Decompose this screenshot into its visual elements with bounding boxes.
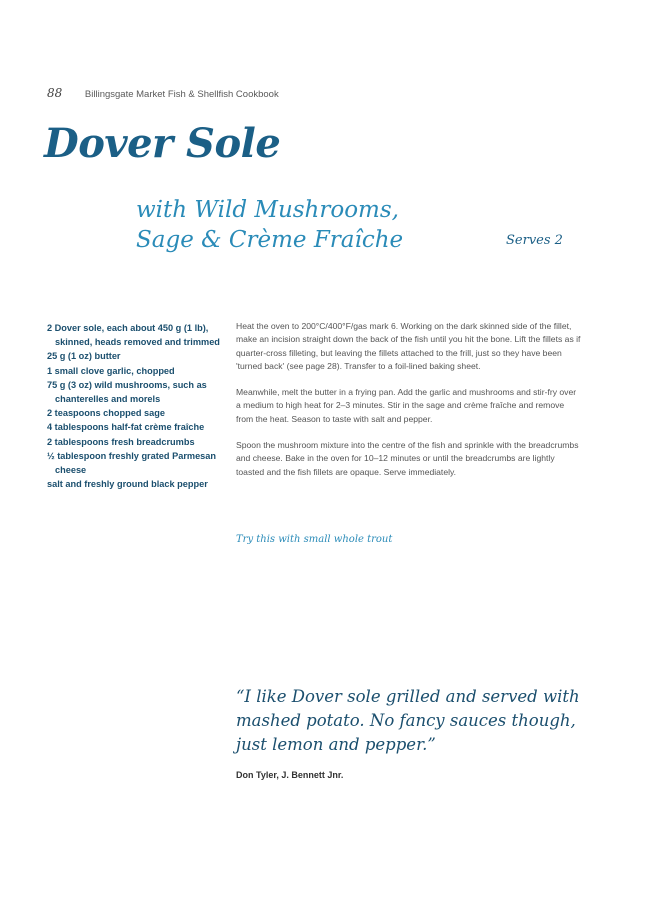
method-step: Meanwhile, melt the butter in a frying pan. Add the garlic and mushrooms and stir-fry over a medium to high heat for 2–3 minutes. Stir in the sage and crème fraîche and remove from the heat. Season to taste with salt and pepper.	[236, 387, 577, 424]
ingredient-item: salt and freshly ground black pepper	[47, 479, 208, 490]
recipe-tip: Try this with small whole trout	[236, 534, 393, 545]
recipe-subtitle	[136, 195, 403, 255]
pull-quote: “I like Dover sole grilled and served with mashed potato. No fancy sauces though, just lemon and pepper.”	[236, 687, 580, 754]
ingredient-item: 1 small clove garlic, chopped	[47, 365, 175, 376]
method-step: Spoon the mushroom mixture into the centre of the fish and sprinkle with the breadcrumbs and cheese. Bake in the oven for 10–12 minutes or until the breadcrumbs are lightly toasted and the fish fillets are opaque. Serve immediately.	[236, 440, 579, 477]
quote-author: Don Tyler, J. Bennett Jnr.	[236, 770, 344, 780]
book-title: Billingsgate Market Fish & Shellfish Cookbook	[84, 89, 279, 100]
ingredient-item: ½ tablespoon freshly grated Parmesan cheese	[47, 450, 217, 476]
page-header	[47, 86, 279, 100]
ingredient-item: 2 teaspoons chopped sage	[47, 408, 165, 419]
subtitle-line-1: with Wild Mushrooms,	[136, 197, 399, 223]
ingredient-item: 4 tablespoons half-fat crème fraîche	[47, 422, 205, 433]
recipe-title: Dover Sole	[44, 120, 281, 167]
page-number: 88	[47, 86, 63, 100]
serves-label: Serves 2	[506, 233, 563, 248]
ingredient-item: 25 g (1 oz) butter	[47, 351, 121, 362]
ingredient-item: 2 tablespoons fresh breadcrumbs	[47, 436, 195, 447]
ingredient-item: 2 Dover sole, each about 450 g (1 lb), skinned, heads removed and trimmed	[47, 323, 220, 348]
ingredient-list	[47, 321, 222, 491]
method-step: Heat the oven to 200°C/400°F/gas mark 6. Working on the dark skinned side of the fillet, make an incision straight down the back of the fish until you hit the bone. Lift the fillets as if quarter-cross filleting, but leaving the fillets attached to the frill, just so they have been 'turned back' (see page 28). Transfer to a foil-lined baking sheet.	[236, 321, 581, 371]
method-section	[236, 320, 581, 492]
subtitle-line-2: Sage & Crème Fraîche	[136, 227, 404, 253]
ingredient-item: 75 g (3 oz) wild mushrooms, such as chanterelles and morels	[47, 379, 207, 405]
